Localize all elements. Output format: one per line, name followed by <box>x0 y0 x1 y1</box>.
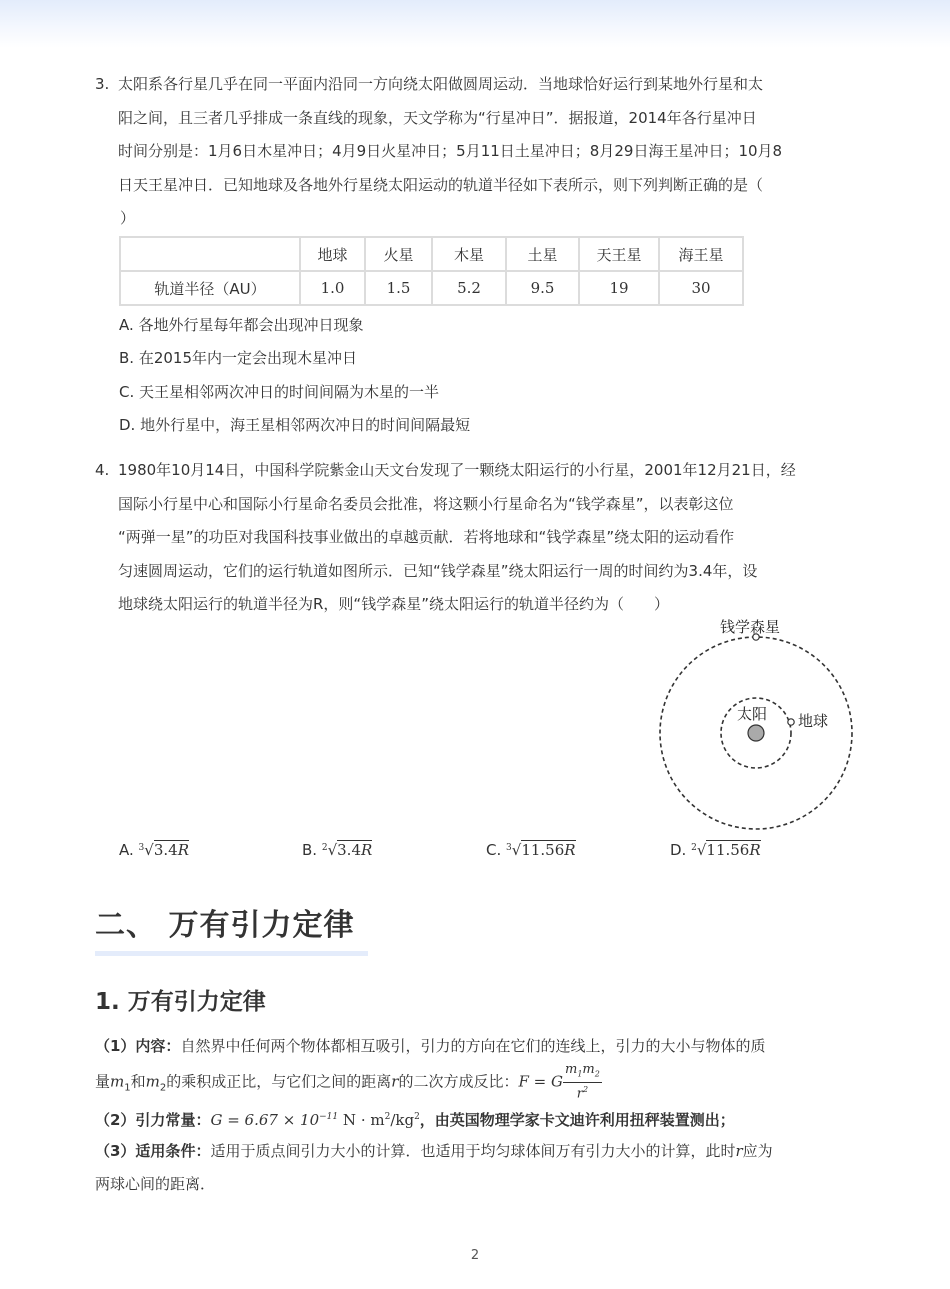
gravitational-constant <box>95 1101 855 1137</box>
table-cell: 30 <box>659 271 743 305</box>
table-cell: 1.0 <box>300 271 365 305</box>
radicand: 3.4 <box>153 841 178 859</box>
table-header-row <box>120 237 743 271</box>
radicand: 11.56 <box>521 841 565 859</box>
question-stem <box>118 68 855 236</box>
stem-line: ） <box>120 209 136 227</box>
earth-icon <box>788 719 794 725</box>
law-content: （1）内容：自然界中任何两个物体都相互吸引，引力的方向在它们的连线上，引力的大小与物体的质 量$m_1$和$m_2$的乘积成正比，与它们之间的距离r的二次方成反比：F = G $\frac{m_1m_2}{r^2}$ <box>95 1037 766 1101</box>
table-cell: 1.5 <box>365 271 432 305</box>
gravity-formula: F <box>518 1072 529 1091</box>
option-a[interactable]: A. 各地外行星每年都会出现冲日现象 <box>119 316 364 334</box>
table-row-label: 轨道半径（AU） <box>120 271 300 305</box>
sun-label: 太阳 <box>737 705 768 723</box>
radicand: 11.56 <box>706 841 750 859</box>
stem-line: 阳之间，且三者几乎排成一条直线的现象，天文学称为“行星冲日”．据报道，2014年各行星冲日 <box>118 108 757 127</box>
table-header-cell: 海王星 <box>659 237 743 271</box>
stem-line: 日天王星冲日．已知地球及各地外行星绕太阳运动的轨道半径如下表所示，则下列判断正确的是（ <box>118 175 764 194</box>
table-cell: 9.5 <box>506 271 579 305</box>
header-band <box>0 0 950 48</box>
option-b[interactable]: B. 在2015年内一定会出现木星冲日 <box>119 349 358 367</box>
table-cell: 19 <box>579 271 659 305</box>
option-letter: B. <box>302 841 318 859</box>
content-text: 和 <box>130 1072 146 1091</box>
stem-line: 国际小行星中心和国际小行星命名委员会批准，将这颗小行星命名为“钱学森星”，以表彰这位 <box>118 494 734 513</box>
root-index: 3 <box>506 843 512 853</box>
stem-line: 地球绕太阳运行的轨道半径为R，则“钱学森星”绕太阳运行的轨道半径约为（ ） <box>118 595 669 613</box>
option-letter: C. <box>486 841 502 859</box>
constant-label: （2）引力常量： <box>95 1111 211 1129</box>
question-stem <box>118 454 855 622</box>
conditions-text: 适用于质点间引力大小的计算．也适用于均匀球体间万有引力大小的计算，此时 <box>210 1142 736 1160</box>
question-4 <box>95 454 855 622</box>
option-d[interactable]: D. 地外行星中，海王星相邻两次冲日的时间间隔最短 <box>119 416 471 434</box>
option-a[interactable]: A. $^3$√3.4R <box>119 841 189 859</box>
subsection-title: 1. 万有引力定律 <box>95 989 266 1015</box>
table-header-cell: 火星 <box>365 237 432 271</box>
option-c[interactable]: C. 天王星相邻两次冲日的时间间隔为木星的一半 <box>119 383 440 401</box>
root-index: 3 <box>138 843 145 853</box>
question-number: 3. <box>95 75 110 93</box>
question-number: 4. <box>95 461 110 479</box>
earth-label: 地球 <box>798 712 829 730</box>
section-title-underline <box>95 951 368 956</box>
content-text: 的乘积成正比，与它们之间的距离 <box>166 1072 392 1091</box>
asteroid-label: 钱学森星 <box>720 618 781 636</box>
table-header-cell: 木星 <box>432 237 506 271</box>
variable: R <box>749 841 761 859</box>
radicand: 3.4 <box>337 841 361 859</box>
root-index: 2 <box>321 843 328 853</box>
option-letter: D. <box>670 841 687 859</box>
constant-note: ，由英国物理学家卡文迪许利用扭秤装置测出； <box>419 1111 735 1129</box>
option-letter: A. <box>119 841 134 859</box>
table-row <box>120 271 743 305</box>
orbit-radius-table <box>119 236 744 306</box>
stem-line: 时间分别是：1月6日木星冲日；4月9日火星冲日；5月11日土星冲日；8月29日海王星冲日；10月8 <box>118 142 783 160</box>
applicable-conditions: （3）适用条件：适用于质点间引力大小的计算．也适用于均匀球体间万有引力大小的计算，此时r应为 两球心间的距离． <box>95 1135 855 1201</box>
sun-icon <box>748 725 764 741</box>
root-index: 2 <box>691 843 697 853</box>
conditions-text: 两球心间的距离． <box>95 1175 216 1193</box>
variable: R <box>564 841 576 859</box>
conditions-label: （3）适用条件： <box>95 1142 211 1160</box>
content-text: 自然界中任何两个物体都相互吸引，引力的方向在它们的连线上，引力的大小与物体的质 <box>180 1037 766 1055</box>
option-d[interactable]: D. $^2$√11.56R <box>670 841 761 859</box>
page-number: 2 <box>470 1248 480 1263</box>
table-header-cell <box>120 237 300 271</box>
stem-line: 1980年10月14日，中国科学院紫金山天文台发现了一颗绕太阳运行的小行星，2001年12月21日，经 <box>118 461 796 479</box>
option-b[interactable]: B. $^2$√3.4R <box>302 841 373 859</box>
constant-formula: $G = 6.67 \times 10^{-11}$ $N \cdot m^2/kg^2$ <box>210 1111 420 1129</box>
content-text: 的二次方成反比： <box>398 1072 519 1091</box>
content-text: 量 <box>95 1072 111 1091</box>
variable: R <box>177 841 189 859</box>
option-c[interactable]: C. $^3$√11.56R <box>486 841 576 859</box>
table-cell: 5.2 <box>432 271 506 305</box>
section-title: 二、 万有引力定律 <box>95 908 355 943</box>
table-header-cell: 地球 <box>300 237 365 271</box>
variable: R <box>361 841 373 859</box>
stem-line: 太阳系各行星几乎在同一平面内沿同一方向绕太阳做圆周运动．当地球恰好运行到某地外行星和太 <box>118 75 764 93</box>
content-label: （1）内容： <box>95 1037 181 1055</box>
table-header-cell: 土星 <box>506 237 579 271</box>
table-header-cell: 天王星 <box>579 237 659 271</box>
stem-line: “两弹一星”的功臣对我国科技事业做出的卓越贡献．若将地球和“钱学森星”绕太阳的运动看作 <box>118 528 735 546</box>
stem-line: 匀速圆周运动，它们的运行轨道如图所示．已知“钱学森星”绕太阳运行一周的时间约为3.4年，设 <box>118 561 758 580</box>
conditions-text: 应为 <box>742 1142 773 1160</box>
orbit-diagram <box>650 612 865 837</box>
question-3 <box>95 68 855 236</box>
